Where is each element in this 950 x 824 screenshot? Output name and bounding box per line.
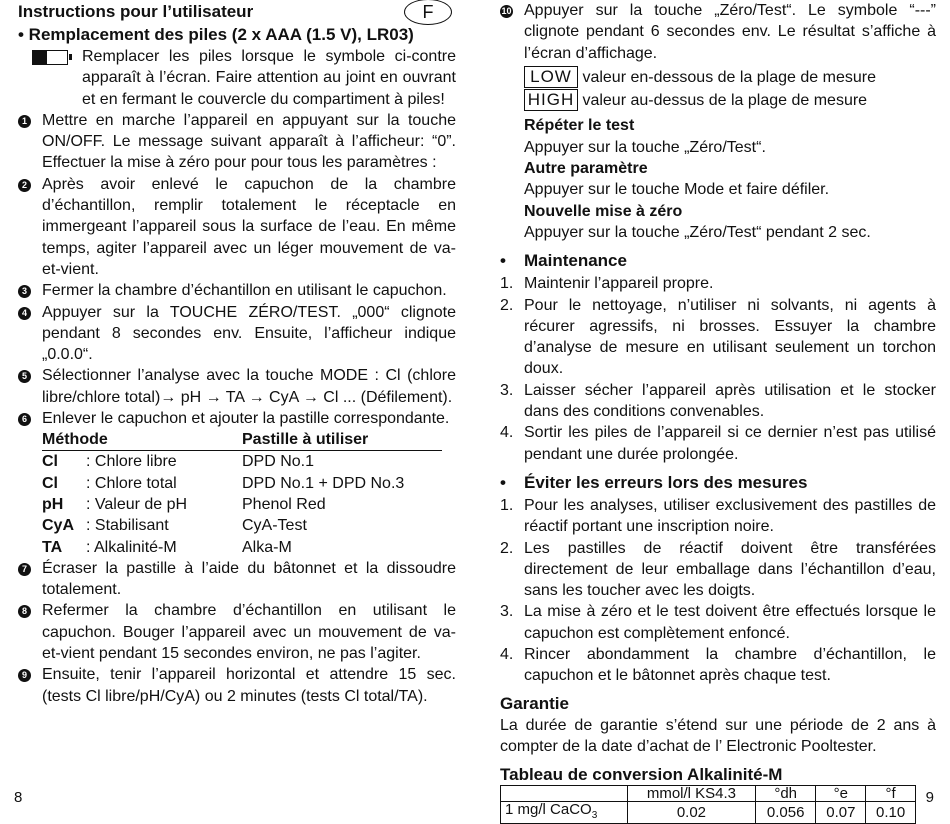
step-item — [500, 380, 936, 423]
steps-list — [18, 110, 456, 429]
step-number: 4. — [500, 424, 514, 442]
step-text: Maintenir l’appareil propre. — [524, 275, 714, 293]
step-item — [18, 280, 456, 301]
warranty-heading: Garantie — [500, 693, 569, 713]
battery-section — [18, 46, 456, 110]
step-item — [18, 558, 456, 601]
conversion-value: 0.07 — [816, 802, 866, 824]
rezero-heading: Nouvelle mise à zéro — [524, 202, 683, 220]
step-number: 1 — [18, 115, 31, 128]
step-item — [500, 422, 936, 465]
method-code: Cl — [42, 453, 58, 471]
page-number-left: 8 — [14, 789, 23, 806]
rezero-text: Appuyer sur la touche „Zéro/Test“ pendant 2 sec. — [524, 223, 871, 241]
method-code: CyA — [42, 517, 75, 535]
step-text: Pour les analyses, utiliser exclusivement des pastilles de réactif portant une inscription noire. — [524, 496, 936, 536]
method-tablet: CyA-Test — [242, 517, 307, 535]
steps-list-continued — [18, 558, 456, 707]
conversion-value: 0.10 — [866, 802, 916, 824]
conversion-value: 0.02 — [628, 802, 756, 824]
maintenance-list — [500, 273, 936, 465]
low-row — [524, 66, 936, 88]
method-header: Méthode — [42, 429, 242, 451]
step-item — [18, 174, 456, 280]
step-text: La mise à zéro et le test doivent être effectués lorsque le capuchon est complètement enfoncé. — [524, 603, 936, 642]
method-description: : Chlore total — [86, 474, 177, 492]
other-param-text: Appuyer sur le touche Mode et faire défiler. — [524, 181, 830, 199]
method-code: TA — [42, 538, 63, 556]
step-number: 1. — [500, 275, 514, 293]
step-text: Écraser la pastille à l’aide du bâtonnet et la dissoudre totalement. — [42, 559, 456, 599]
step-text: Mettre en marche l’appareil en appuyant sur la touche ON/OFF. Le message suivant apparaît à l’afficheur: “0”. Effectuer la mise à zéro pour pour tous les paramètres : — [42, 111, 456, 172]
step-number: 2 — [18, 179, 31, 192]
page-header — [18, 0, 456, 24]
high-row — [524, 89, 936, 111]
language-badge: F — [404, 0, 452, 25]
step-text: Rincer abondamment la chambre d’échantillon, le capuchon et le bâtonnet après chaque test. — [524, 646, 936, 685]
method-row — [42, 473, 442, 494]
method-tablet: Alka-M — [242, 538, 292, 556]
errors-list — [500, 495, 936, 687]
errors-heading-row: • Éviter les erreurs lors des mesures — [500, 471, 936, 495]
step-item — [18, 664, 456, 707]
low-display-label: LOW — [524, 66, 578, 88]
warranty-text: La durée de garantie s’étend sur une période de 2 ans à compter de la date d’achat de l’ Electronic Pooltester. — [500, 716, 936, 755]
low-battery-icon — [32, 50, 68, 65]
errors-heading: Éviter les erreurs lors des mesures — [524, 472, 808, 492]
step-item — [18, 365, 456, 408]
step-number: 3 — [18, 285, 31, 298]
step-number: 2. — [500, 296, 514, 314]
step-number: 4. — [500, 646, 514, 664]
step-text: Appuyer sur la touche „Zéro/Test“. Le symbole “---” clignote pendant 6 secondes env. Le résultat s’affiche à l’écran d’affichage. — [524, 2, 936, 62]
step-item — [18, 302, 456, 366]
method-row — [42, 537, 442, 558]
conversion-header: mmol/l KS4.3 — [628, 786, 756, 802]
high-description: valeur au-dessus de la plage de mesure — [582, 92, 868, 110]
step-number: 2. — [500, 539, 514, 557]
step-number: 9 — [18, 669, 31, 682]
step-number: 6 — [18, 413, 31, 426]
method-tablet: Phenol Red — [242, 495, 326, 513]
low-description: valeur en-dessous de la plage de mesure — [582, 68, 876, 86]
step-text: Laisser sécher l’appareil après utilisation et le stocker dans des conditions convenables. — [524, 381, 936, 421]
high-display-label: HIGH — [524, 89, 578, 111]
step-text: Appuyer sur la TOUCHE ZÉRO/TEST. „000“ clignote pendant 8 secondes env. Ensuite, l’afficheur indique „0.0.0“. — [42, 303, 456, 364]
step-item — [500, 538, 936, 602]
conversion-header: °e — [816, 786, 866, 802]
step-text: Refermer la chambre d’échantillon en utilisant le capuchon. Bouger l’appareil avec un mouvement de va-et-vient pendant 15 secondes environ, ne pas l’agiter. — [42, 602, 456, 663]
page-title: Instructions pour l’utilisateur — [18, 2, 254, 21]
step-text: Les pastilles de réactif doivent être transférées directement de leur emballage dans l’échantillon d’eau, sans les toucher avec les doigts. — [524, 539, 936, 600]
method-description: : Valeur de pH — [86, 495, 188, 513]
right-page — [500, 0, 936, 824]
method-code: pH — [42, 495, 64, 513]
step-text: Pour le nettoyage, n’utiliser ni solvants, ni agents à récurer agressifs, ni brosses. Essuyer la chambre d’analyse de mesure en utilisant seulement un torchon doux. — [524, 296, 936, 378]
step-item — [500, 273, 936, 294]
battery-text: Remplacer les piles lorsque le symbole ci-contre apparaît à l’écran. Faire attention au joint en ouvrant et en fermant le couvercle du compartiment à piles! — [82, 48, 456, 108]
step-text: Sélectionner l’analyse avec la touche MODE : Cl (chlore libre/chlore total)→ pH → TA → CyA → Cl ... (Défilement). — [42, 367, 456, 406]
method-row — [42, 494, 442, 515]
step-number: 1. — [500, 496, 514, 514]
method-table — [42, 429, 442, 557]
maintenance-heading: Maintenance — [524, 251, 627, 271]
conversion-header: °dh — [755, 786, 816, 802]
method-row — [42, 451, 442, 473]
step-text: Sortir les piles de l’appareil si ce dernier n’est pas utilisé pendant une durée prolongée. — [524, 424, 936, 463]
conversion-row-label: 1 mg/l CaCO$_3$ — [501, 802, 628, 824]
page-number-right: 9 — [925, 789, 934, 806]
tablet-header: Pastille à utiliser — [242, 429, 442, 451]
conversion-heading: Tableau de conversion Alkalinité-M — [500, 765, 783, 785]
step-item — [18, 408, 456, 429]
method-description: : Alkalinité-M — [86, 538, 177, 556]
conversion-value: 0.056 — [755, 802, 816, 824]
step-item — [500, 601, 936, 644]
step-text: Après avoir enlevé le capuchon de la chambre d’échantillon, remplir totalement le réceptacle en immergeant l’appareil sous la surface de l’eau. En même temps, agiter l’appareil avec un léger mouvement de va-et-vient. — [42, 175, 456, 278]
step-text: Enlever le capuchon et ajouter la pastille correspondante. — [42, 410, 450, 428]
step-number: 8 — [18, 605, 31, 618]
repeat-heading: Répéter le test — [524, 117, 635, 135]
step-number: 3. — [500, 381, 514, 399]
conversion-header-row — [501, 786, 916, 802]
step-number: 3. — [500, 603, 514, 621]
method-tablet: DPD No.1 — [242, 453, 315, 471]
step-item — [500, 644, 936, 687]
method-row — [42, 515, 442, 536]
conversion-value-row — [501, 802, 916, 824]
step-number: 10 — [501, 6, 512, 16]
conversion-corner — [501, 786, 628, 802]
step-item — [500, 295, 936, 380]
step-item — [18, 600, 456, 664]
step-text: Ensuite, tenir l’appareil horizontal et attendre 15 sec. (tests Cl libre/pH/CyA) ou 2 minutes (tests Cl total/TA). — [42, 666, 456, 705]
maintenance-heading-row: • Maintenance — [500, 249, 936, 273]
step-10 — [500, 0, 936, 64]
method-description: : Chlore libre — [86, 453, 177, 471]
method-tablet: DPD No.1 + DPD No.3 — [242, 474, 405, 492]
step-item — [18, 110, 456, 174]
left-page — [18, 0, 456, 707]
method-code: Cl — [42, 474, 58, 492]
step-number: 5 — [18, 370, 31, 383]
method-description: : Stabilisant — [86, 517, 169, 535]
conversion-table — [500, 785, 916, 824]
repeat-text: Appuyer sur la touche „Zéro/Test“. — [524, 138, 766, 156]
step-text: Fermer la chambre d’échantillon en utilisant le capuchon. — [42, 282, 447, 300]
step-number: 7 — [18, 563, 31, 576]
after-test-options — [524, 115, 936, 243]
conversion-header: °f — [866, 786, 916, 802]
battery-heading: • Remplacement des piles (2 x AAA (1.5 V), LR03) — [18, 25, 414, 44]
step-number: 4 — [18, 307, 31, 320]
step-item — [500, 495, 936, 538]
other-param-heading: Autre paramètre — [524, 160, 648, 178]
